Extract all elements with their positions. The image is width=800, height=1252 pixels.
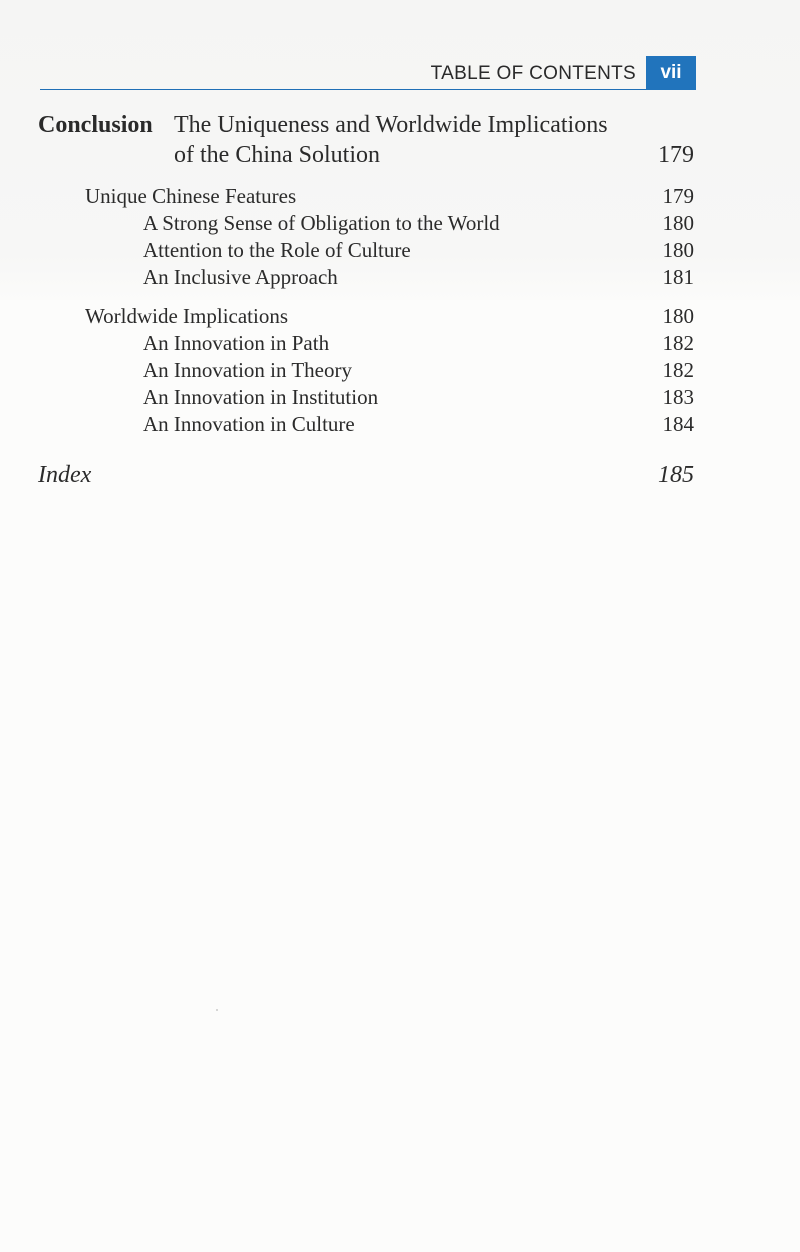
chapter-title-line2: of the China Solution [174, 142, 380, 168]
page-number-badge: vii [646, 56, 696, 90]
subsection-page-number: 180 [662, 211, 694, 235]
subsection-title: An Innovation in Institution [143, 385, 379, 409]
subsection-title: An Innovation in Theory [143, 358, 352, 382]
chapter-page-number: 179 [658, 142, 694, 168]
section-page-number: 179 [662, 184, 694, 208]
header-rule [40, 89, 696, 90]
subsection-title: An Innovation in Path [143, 331, 330, 355]
index-label: Index [38, 462, 92, 488]
subsection-page-number: 180 [662, 238, 694, 262]
subsection-title: An Innovation in Culture [143, 412, 355, 436]
subsection-title: An Inclusive Approach [143, 265, 338, 289]
subsection-title: A Strong Sense of Obligation to the World [143, 211, 500, 235]
subsection-title: Attention to the Role of Culture [143, 238, 411, 262]
section-page-number: 180 [662, 304, 694, 328]
subsection-page-number: 182 [662, 358, 694, 382]
running-header-title: TABLE OF CONTENTS [430, 63, 636, 84]
chapter-label: Conclusion [38, 112, 153, 138]
paper-speck [216, 1009, 218, 1011]
running-header [40, 56, 696, 92]
index-page-number: 185 [658, 462, 694, 488]
section-title: Worldwide Implications [85, 304, 289, 328]
subsection-page-number: 183 [662, 385, 694, 409]
subsection-page-number: 182 [662, 331, 694, 355]
section-title: Unique Chinese Features [85, 184, 297, 208]
subsection-page-number: 181 [662, 265, 694, 289]
subsection-page-number: 184 [662, 412, 694, 436]
chapter-title-line1: The Uniqueness and Worldwide Implications [174, 112, 608, 138]
